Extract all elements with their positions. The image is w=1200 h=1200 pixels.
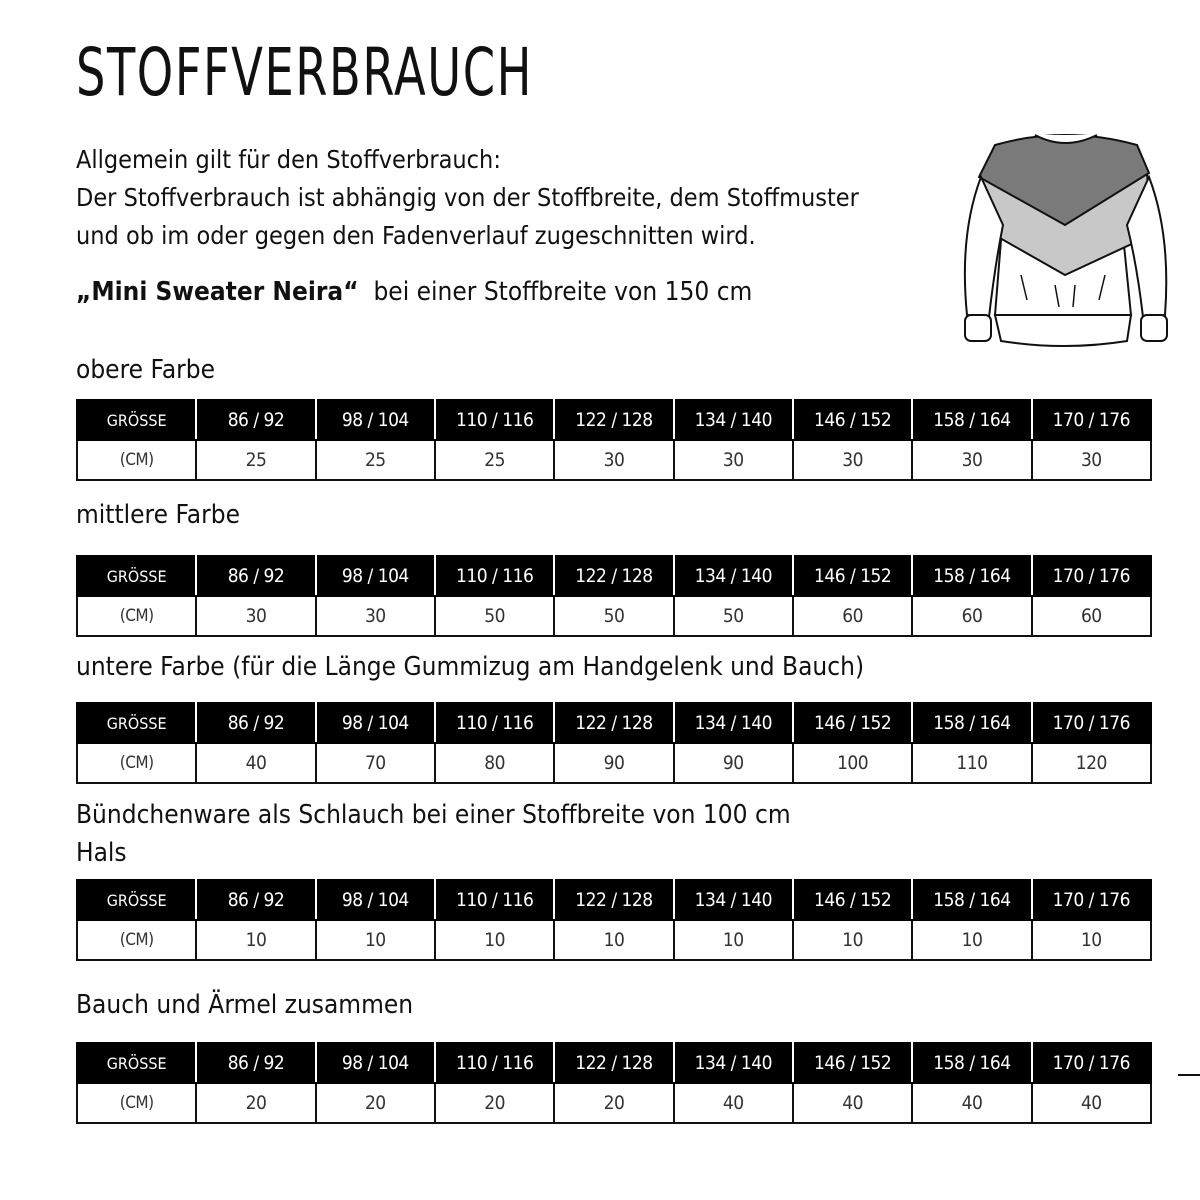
value-cell: 25 xyxy=(435,440,554,480)
intro-line-2: Der Stoffverbrauch ist abhängig von der Stoffbreite, dem Stoffmuster xyxy=(76,183,859,212)
size-cell: 158 / 164 xyxy=(912,880,1031,920)
table-values-row xyxy=(77,743,1151,783)
size-cell: 122 / 128 xyxy=(554,703,673,743)
size-header: GRÖSSE xyxy=(77,1043,196,1083)
ribbing-note: Bündchenware als Schlauch bei einer Stoffbreite von 100 cm xyxy=(76,800,791,830)
value-cell: 90 xyxy=(674,743,793,783)
size-cell: 86 / 92 xyxy=(196,703,315,743)
size-cell: 158 / 164 xyxy=(912,400,1031,440)
value-cell: 50 xyxy=(435,596,554,636)
value-cell: 110 xyxy=(912,743,1031,783)
value-cell: 90 xyxy=(554,743,673,783)
value-cell: 40 xyxy=(912,1083,1031,1123)
size-cell: 134 / 140 xyxy=(674,880,793,920)
value-cell: 40 xyxy=(196,743,315,783)
unit-label: (CM) xyxy=(77,920,196,960)
value-cell: 30 xyxy=(316,596,435,636)
size-header: GRÖSSE xyxy=(77,400,196,440)
value-cell: 60 xyxy=(793,596,912,636)
size-cell: 122 / 128 xyxy=(554,880,673,920)
value-cell: 10 xyxy=(912,920,1031,960)
value-cell: 120 xyxy=(1032,743,1151,783)
table-values-row xyxy=(77,596,1151,636)
size-cell: 86 / 92 xyxy=(196,400,315,440)
value-cell: 50 xyxy=(554,596,673,636)
table-header-row xyxy=(77,556,1151,596)
fabric-table-bottom-color xyxy=(76,702,1152,784)
value-cell: 30 xyxy=(912,440,1031,480)
size-header: GRÖSSE xyxy=(77,703,196,743)
table-header-row xyxy=(77,703,1151,743)
table-values-row xyxy=(77,440,1151,480)
value-cell: 70 xyxy=(316,743,435,783)
value-cell: 60 xyxy=(912,596,1031,636)
table-header-row xyxy=(77,880,1151,920)
value-cell: 10 xyxy=(316,920,435,960)
value-cell: 10 xyxy=(674,920,793,960)
size-cell: 98 / 104 xyxy=(316,703,435,743)
unit-label: (CM) xyxy=(77,1083,196,1123)
section-label-top-color: obere Farbe xyxy=(76,355,216,385)
page-title: STOFFVERBRAUCH xyxy=(76,34,534,111)
value-cell: 25 xyxy=(196,440,315,480)
size-cell: 110 / 116 xyxy=(435,880,554,920)
value-cell: 30 xyxy=(1032,440,1151,480)
size-cell: 98 / 104 xyxy=(316,556,435,596)
size-cell: 170 / 176 xyxy=(1032,1043,1151,1083)
value-cell: 10 xyxy=(793,920,912,960)
value-cell: 40 xyxy=(793,1083,912,1123)
size-cell: 98 / 104 xyxy=(316,400,435,440)
section-label-waist-sleeves: Bauch und Ärmel zusammen xyxy=(76,990,414,1020)
size-cell: 122 / 128 xyxy=(554,400,673,440)
size-cell: 98 / 104 xyxy=(316,1043,435,1083)
size-cell: 134 / 140 xyxy=(674,556,793,596)
size-cell: 86 / 92 xyxy=(196,1043,315,1083)
size-cell: 146 / 152 xyxy=(793,703,912,743)
fabric-table-top-color xyxy=(76,399,1152,481)
intro-line-3: und ob im oder gegen den Fadenverlauf zugeschnitten wird. xyxy=(76,221,756,250)
fabric-table-waist-sleeves xyxy=(76,1042,1152,1124)
section-label-middle-color: mittlere Farbe xyxy=(76,500,241,530)
value-cell: 20 xyxy=(316,1083,435,1123)
value-cell: 20 xyxy=(196,1083,315,1123)
unit-label: (CM) xyxy=(77,743,196,783)
table-header-row xyxy=(77,400,1151,440)
value-cell: 10 xyxy=(1032,920,1151,960)
size-cell: 170 / 176 xyxy=(1032,703,1151,743)
size-cell: 134 / 140 xyxy=(674,703,793,743)
value-cell: 60 xyxy=(1032,596,1151,636)
unit-label: (CM) xyxy=(77,596,196,636)
size-cell: 146 / 152 xyxy=(793,400,912,440)
size-cell: 134 / 140 xyxy=(674,400,793,440)
size-cell: 122 / 128 xyxy=(554,556,673,596)
size-cell: 86 / 92 xyxy=(196,556,315,596)
value-cell: 40 xyxy=(674,1083,793,1123)
value-cell: 30 xyxy=(674,440,793,480)
value-cell: 20 xyxy=(435,1083,554,1123)
size-cell: 170 / 176 xyxy=(1032,556,1151,596)
edge-mark xyxy=(1178,1074,1200,1076)
size-cell: 146 / 152 xyxy=(793,556,912,596)
value-cell: 10 xyxy=(435,920,554,960)
unit-label: (CM) xyxy=(77,440,196,480)
table-values-row xyxy=(77,920,1151,960)
value-cell: 30 xyxy=(554,440,673,480)
sweater-illustration xyxy=(955,125,1177,351)
size-cell: 86 / 92 xyxy=(196,880,315,920)
table-header-row xyxy=(77,1043,1151,1083)
value-cell: 10 xyxy=(196,920,315,960)
product-name: „Mini Sweater Neira“ xyxy=(76,277,359,307)
size-cell: 134 / 140 xyxy=(674,1043,793,1083)
table-values-row xyxy=(77,1083,1151,1123)
size-cell: 158 / 164 xyxy=(912,1043,1031,1083)
value-cell: 30 xyxy=(196,596,315,636)
fabric-width-subtitle xyxy=(76,277,752,307)
value-cell: 40 xyxy=(1032,1083,1151,1123)
size-cell: 170 / 176 xyxy=(1032,880,1151,920)
size-cell: 122 / 128 xyxy=(554,1043,673,1083)
section-label-bottom-color: untere Farbe (für die Länge Gummizug am Handgelenk und Bauch) xyxy=(76,652,865,682)
fabric-table-neck xyxy=(76,879,1152,961)
size-cell: 110 / 116 xyxy=(435,556,554,596)
size-cell: 98 / 104 xyxy=(316,880,435,920)
size-cell: 170 / 176 xyxy=(1032,400,1151,440)
size-header: GRÖSSE xyxy=(77,880,196,920)
size-header: GRÖSSE xyxy=(77,556,196,596)
value-cell: 100 xyxy=(793,743,912,783)
size-cell: 158 / 164 xyxy=(912,703,1031,743)
size-cell: 110 / 116 xyxy=(435,400,554,440)
size-cell: 146 / 152 xyxy=(793,1043,912,1083)
value-cell: 25 xyxy=(316,440,435,480)
value-cell: 50 xyxy=(674,596,793,636)
size-cell: 110 / 116 xyxy=(435,1043,554,1083)
size-cell: 158 / 164 xyxy=(912,556,1031,596)
intro-text xyxy=(76,141,946,255)
subtitle-text: bei einer Stoffbreite von 150 cm xyxy=(373,277,753,307)
size-cell: 146 / 152 xyxy=(793,880,912,920)
value-cell: 20 xyxy=(554,1083,673,1123)
value-cell: 30 xyxy=(793,440,912,480)
size-cell: 110 / 116 xyxy=(435,703,554,743)
value-cell: 10 xyxy=(554,920,673,960)
fabric-table-middle-color xyxy=(76,555,1152,637)
value-cell: 80 xyxy=(435,743,554,783)
intro-line-1: Allgemein gilt für den Stoffverbrauch: xyxy=(76,145,501,174)
section-label-neck: Hals xyxy=(76,838,127,868)
